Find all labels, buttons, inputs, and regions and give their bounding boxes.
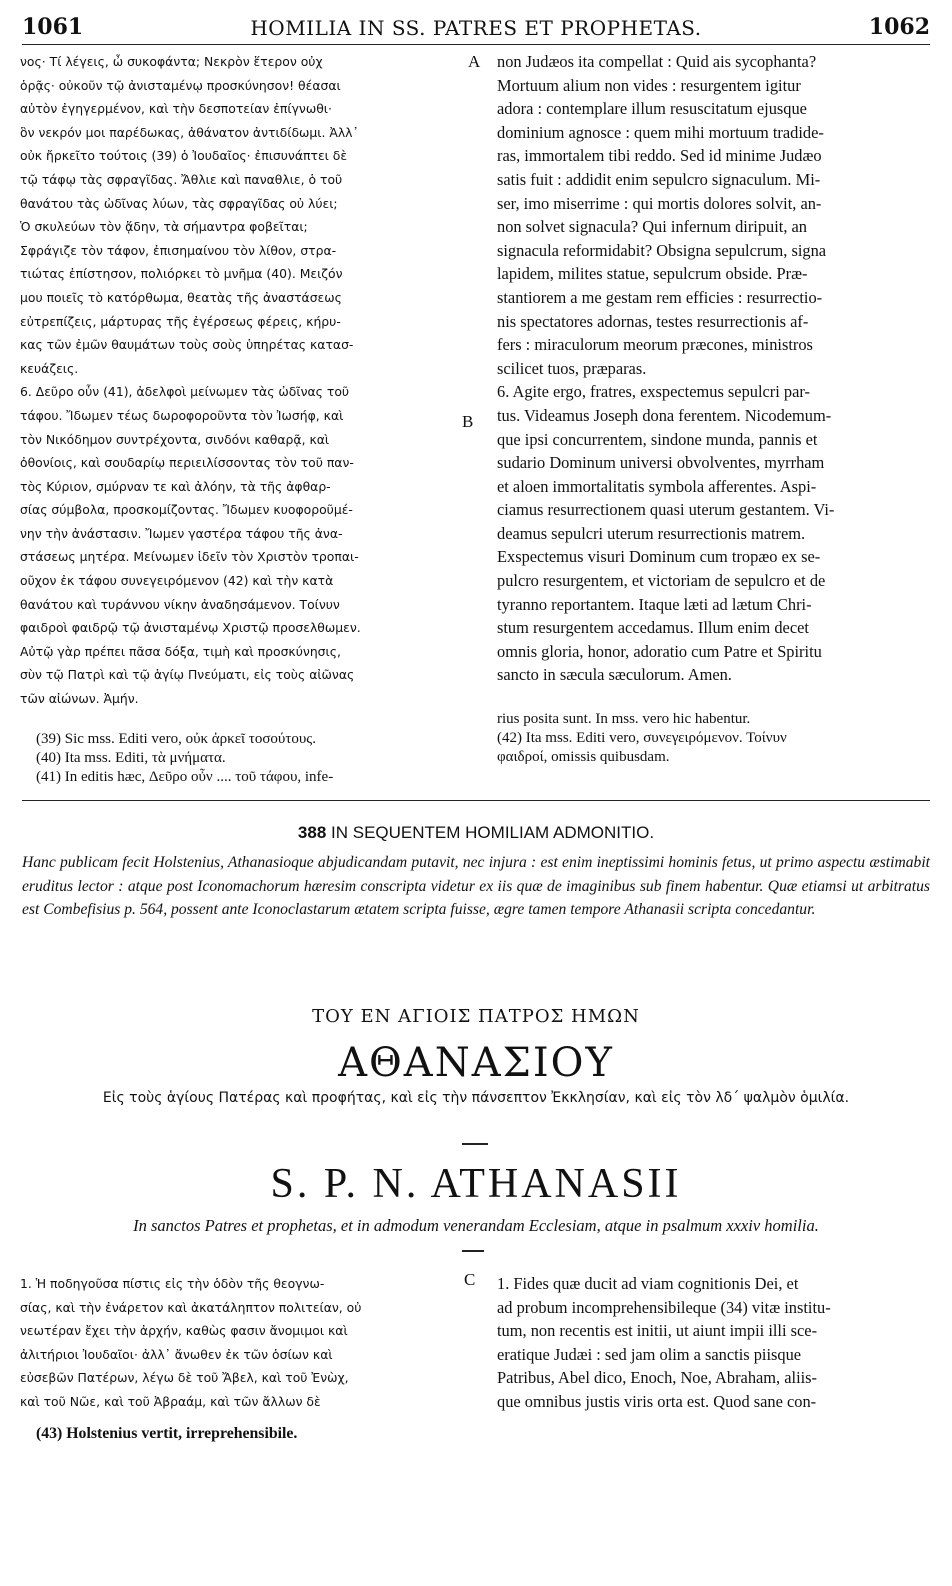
greek-column-top — [20, 50, 468, 711]
greek-text-line: εὐτρεπίζεις, μάρτυρας τῆς ἐγέρσεως φέρεις, κήρυ- — [20, 313, 341, 329]
latin-text-line: stantiorem a me gestam rem efficies : resurrectio- — [497, 287, 823, 307]
latin-text-line: tum, non recentis est initii, ut aiunt impii illi sce- — [497, 1321, 818, 1341]
latin-text-line: et aloen immortalitatis symbola afferentes. Aspi- — [497, 476, 817, 496]
greek-text-line: κας τῶν ἐμῶν θαυμάτων τοὺς σοὺς ὑπηρέτας κατασ- — [20, 337, 354, 353]
greek-text-line: φαιδροὶ φαιδρῷ τῷ ἀνισταμένῳ Χριστῷ προσελθωμεν. — [20, 620, 361, 636]
footnote-line: (41) In editis hæc, Δεῦρο οὖν .... τοῦ τάφου, infe- — [36, 769, 334, 785]
greek-text-line: 1. Ἡ ποδηγοῦσα πίστις εἰς τὴν ὁδὸν τῆς θεογνω- — [20, 1276, 325, 1291]
running-header — [22, 14, 930, 45]
greek-title-line: ΤΟΥ ΕΝ ΑΓΙΟΙΣ ΠΑΤΡΟΣ ΗΜΩΝ — [312, 1006, 640, 1027]
greek-text-line: Ὁ σκυλεύων τὸν ᾅδην, τὰ σήμαντρα φοβεῖται; — [20, 219, 308, 235]
latin-text-line: deamus sepulcri uterum resurrectionis matrem. — [497, 523, 806, 543]
greek-text-line: σὺν τῷ Πατρὶ καὶ τῷ ἁγίῳ Πνεύματι, εἰς τοὺς αἰῶνας — [20, 667, 355, 683]
title-separator — [462, 1143, 488, 1145]
greek-text-line: τάφου. Ἴδωμεν τέως δωροφοροῦντα τὸν Ἰωσήφ, καὶ — [20, 407, 344, 423]
latin-text-line: que omnibus justis viris orta est. Quod sane con- — [497, 1391, 817, 1411]
latin-text-line: dominium agnosce : quem mihi mortuum tradide- — [497, 122, 824, 142]
latin-text-line: tus. Videamus Joseph dona ferentem. Nicodemum- — [497, 405, 832, 425]
latin-text-line: ser, imo miserrime : qui mortis dolores solvit, an- — [497, 193, 822, 213]
greek-subtitle: Εἰς τοὺς ἁγίους Πατέρας καὶ προφήτας, καὶ εἰς τὴν πάνσεπτον Ἐκκλησίαν, καὶ εἰς τὸν λδ´ ψαλμὸν ὁμιλία. — [102, 1090, 850, 1106]
greek-text-line: καὶ τοῦ Νῶε, καὶ τοῦ Ἀβραάμ, καὶ τῶν ἄλλων δὲ — [20, 1393, 321, 1409]
greek-text-line: ὁρᾷς· οὐκοῦν τῷ ἀνισταμένῳ προσκύνησον! θέασαι — [20, 77, 341, 93]
greek-text-line: ἀλιτήριοι Ἰουδαῖοι· ἀλλ᾽ ἄνωθεν ἐκ τῶν ὁσίων καὶ — [20, 1346, 333, 1362]
admonitio-number: 388 — [297, 823, 327, 842]
greek-text-line: σίας σύμβολα, προσκομίζοντας. Ἴδωμεν κυοφοροῦμέ- — [20, 502, 353, 518]
latin-text-line: pulcro resurgentem, et victoriam de sepulcro et de — [497, 571, 826, 591]
greek-text-line: τῷ τάφῳ τὰς σφραγῖδας. Ἄθλιε καὶ παναθλιε, ὁ τοῦ — [20, 171, 343, 187]
latin-text-line: signacula reformidabit? Obsigna sepulcrum, signa — [497, 240, 827, 260]
greek-text-line: τὸν Νικόδημον συντρέχοντα, σινδόνι καθαρᾷ, καὶ — [20, 431, 330, 447]
greek-text-line: στάσεως μητέρα. Μείνωμεν ἰδεῖν τὸν Χριστὸν τροπαι- — [20, 549, 359, 565]
greek-text-line: 6. Δεῦρο οὖν (41), ἀδελφοὶ μείνωμεν τὰς ὠδῖνας τοῦ — [20, 384, 350, 400]
greek-text-line: τιώτας ἐπίστησον, πολιόρκει τὸ μνῆμα (40). Μειζόν — [20, 266, 343, 282]
latin-text-line: nis spectatores adornas, testes resurrectionis af- — [497, 311, 809, 331]
greek-text-line: νεωτέραν ἔχει τὴν ἀρχήν, καθὼς φασιν ἄνομιμοι καὶ — [20, 1323, 348, 1339]
greek-text-line: τὸς Κύριον, σμύρναν τε καὶ ἀλόην, τὰ τῆς ἀφθαρ- — [20, 478, 331, 494]
latin-column-top — [497, 50, 929, 687]
footnote-line: (40) Ita mss. Editi, τὰ μνήματα. — [36, 750, 226, 766]
greek-text-line: αὐτὸν ἐγηγερμένον, καὶ τὴν δεσποτείαν ἐπίγνωθι· — [20, 101, 332, 117]
greek-text-line: οῦχον ἐκ τάφου συνεγειρόμενον (42) καὶ τὴν κατὰ — [20, 573, 334, 589]
latin-text-line: 6. Agite ergo, fratres, exspectemus sepulcri par- — [497, 382, 810, 402]
greek-text-line: νος· Τί λέγεις, ὦ συκοφάντα; Νεκρὸν ἕτερον οὐχ — [20, 54, 323, 69]
page-number-left: 1061 — [22, 14, 84, 40]
greek-text-line: κευάζεις. — [20, 360, 79, 376]
admonitio-title — [0, 823, 952, 843]
footnote-line: φαιδροί, omissis quibusdam. — [497, 749, 670, 765]
greek-text-line: Αὐτῷ γὰρ πρέπει πᾶσα δόξα, τιμὴ καὶ προσκύνησις, — [20, 643, 341, 659]
latin-text-line: ciamus resurrectionem quasi uterum gestantem. Vi- — [497, 500, 835, 520]
margin-letter-b: B — [462, 412, 474, 431]
greek-text-line: Σφράγιζε τὸν τάφον, ἐπισημαίνου τὸν λίθον, στρα- — [20, 242, 337, 258]
section-rule — [22, 800, 930, 801]
greek-text-line: εὐσεβῶν Πατέρων, λέγω δὲ τοῦ Ἄβελ, καὶ τοῦ Ἐνὼχ, — [20, 1370, 349, 1386]
margin-letter-c: C — [464, 1270, 476, 1289]
title-separator-2 — [462, 1250, 484, 1252]
greek-text-line: τῶν αἰώνων. Ἀμήν. — [20, 691, 139, 707]
latin-text-line: stum resurgentem accedamus. Illum enim decet — [497, 618, 809, 638]
footnote-line: rius posita sunt. In mss. vero hic habentur. — [497, 711, 751, 727]
greek-text-line: ὀθονίοις, καὶ σουδαρίῳ περιειλίσσοντας τὸν τοῦ παν- — [20, 455, 354, 471]
greek-text-line: ὃν νεκρόν μοι παρέδωκας, ἀθάνατον ἀντιδίδωμι. Ἀλλ᾽ — [20, 124, 359, 140]
latin-text-line: sudario Dominum universi obvolventes, myrrham — [497, 453, 825, 473]
latin-text-line: que ipsi concurrentem, sindone munda, pannis et — [497, 429, 818, 449]
latin-text-line: ad probum incomprehensibileque (34) vitæ institu- — [497, 1297, 831, 1317]
latin-text-line: non solvet signacula? Qui infernum diripuit, an — [497, 217, 807, 237]
latin-text-line: ras, immortalem tibi reddo. Sed id minime Judæo — [497, 146, 822, 166]
running-title: HOMILIA IN SS. PATRES ET PROPHETAS. — [250, 16, 702, 40]
footnote-line: (39) Sic mss. Editi vero, οὐκ ἀρκεῖ τοσούτους. — [36, 731, 316, 747]
footnotes-right — [497, 710, 929, 767]
latin-text-line: sancto in sæcula sæculorum. Amen. — [497, 665, 732, 685]
greek-text-line: θανάτου καὶ τυράννου νίκην ἀναδησάμενον. Τοίνυν — [20, 596, 340, 612]
footnote-line: (42) Ita mss. Editi vero, συνεγειρόμενον. Τοίνυν — [497, 730, 787, 746]
latin-text-line: 1. Fides quæ ducit ad viam cognitionis Dei, et — [497, 1274, 799, 1293]
latin-text-line: Exspectemus visuri Dominum cum tropæo ex se- — [497, 547, 821, 567]
latin-subtitle: In sanctos Patres et prophetas, et in admodum venerandam Ecclesiam, atque in psalmum xxxiv homilia. — [133, 1216, 819, 1235]
latin-text-line: satis fuit : addidit enim sepulcro signaculum. Mi- — [497, 169, 821, 189]
latin-text-line: Patribus, Abel dico, Enoch, Noe, Abraham, aliis- — [497, 1368, 818, 1388]
latin-text-line: eratique Judæi : sed jam olim a sanctis piisque — [497, 1344, 802, 1364]
margin-letter-a: A — [468, 52, 481, 71]
latin-text-line: lapidem, milites statue, sepulcrum obside. Præ- — [497, 264, 808, 284]
latin-text-line: scilicet tuos, præparas. — [497, 358, 647, 378]
latin-text-line: Mortuum alium non vides : resurgentem igitur — [497, 75, 801, 95]
admonitio-heading: IN SEQUENTEM HOMILIAM ADMONITIO. — [331, 823, 655, 842]
greek-column-bottom — [20, 1272, 468, 1414]
greek-text-line: οὐκ ἤρκεῖτο τούτοις (39) ὁ Ἰουδαῖος· ἐπισυνάπτει δὲ — [20, 148, 348, 164]
footnotes-left — [36, 730, 466, 787]
greek-text-line: θανάτου τὰς ὠδῖνας λύων, τὰς σφραγῖδας οὐ λύει; — [20, 195, 338, 211]
footnote-43: (43) Holstenius vertit, irreprehensibile. — [36, 1425, 298, 1442]
page-number-right: 1062 — [868, 14, 930, 40]
greek-text-line: μου ποιεῖς τὸ κατόρθωμα, θεατὰς τῆς ἀναστάσεως — [20, 289, 342, 305]
greek-author-name: ΑΘΑΝΑΣΙΟΥ — [338, 1040, 614, 1086]
greek-text-line: σίας, καὶ τὴν ἐνάρετον καὶ ἀκατάληπτον πολιτείαν, οὐ — [20, 1299, 362, 1315]
greek-text-line: νην τὴν ἀνάστασιν. Ἴωμεν γαστέρα τάφου τῆς ἀνα- — [20, 525, 343, 541]
latin-text-line: fers : miraculorum meorum præcones, ministros — [497, 335, 813, 355]
latin-author-name: S. P. N. ATHANASII — [270, 1161, 682, 1207]
latin-text-line: omnis gloria, honor, adoratio cum Patre et Spiritu — [497, 641, 822, 661]
latin-text-line: adora : contemplare illum resuscitatum ejusque — [497, 99, 807, 119]
latin-column-bottom — [497, 1272, 929, 1414]
admonitio-body: Hanc publicam fecit Holstenius, Athanasioque abjudicandam putavit, nec injura : est enim ineptissimi hominis fetus, ut primo aspectu æstimabit eruditus lector : atque post Iconomachorum hæresim conscripta videtur ex iis quæ de imaginibus sub finem habentur. Quæ etiamsi ut arbitratus est Combefisius p. 564, possent ante Iconoclastarum ætatem scripta fuisse, ægre tamen tempore Athanasii scripta concedantur. — [22, 854, 930, 918]
latin-text-line: tyranno reportantem. Itaque læti ad lætum Chri- — [497, 594, 812, 614]
latin-text-line: non Judæos ita compellat : Quid ais sycophanta? — [497, 52, 817, 71]
